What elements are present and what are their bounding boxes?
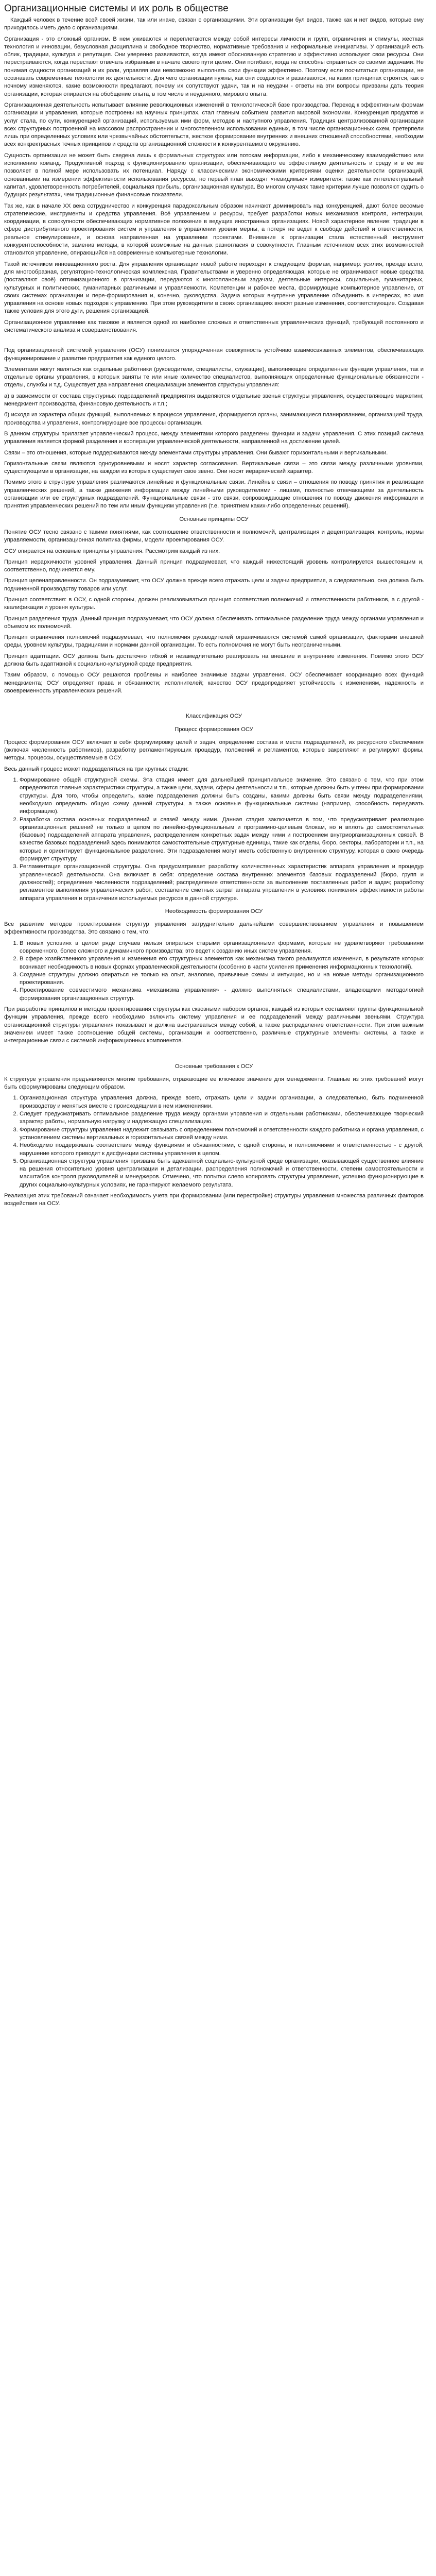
list-item: 4. Проектирование совместимого механизма «механизма управления» - должно выполняться специалистами, владеющими методологией формирования организационных структур.	[20, 987, 424, 1003]
process-steps-list	[4, 776, 424, 903]
paragraph: Весь данный процесс может подразделяться на три крупных стадии:	[4, 766, 189, 772]
paragraph: Принцип адаптации. ОСУ должна быть достаточно гибкой и незамедлительно реагировать на внешние и внутренние изменения. Помимо этого ОСУ должна быть адаптивной к социально-культурной среде предприятия.	[4, 653, 424, 668]
section-heading-requirements: Основные требования к ОСУ	[175, 1063, 253, 1070]
paragraph: Организация - это сложный организм. В нем уживаются и переплетаются между собой интересы личности и групп, ограничения и стимулы, жесткая технология и инновации, безусловная дисциплина и свободное творчество, нормативные требования и неформальные инициативы. У организаций есть облик, традиции, культура и репутация. Они уверенно развиваются, когда имеют обоснованную стратегию и эффективно используют свои ресурсы. Они перестраиваются, когда перестают отвечать избранным в начале своего пути целям. Они погибают, когда не способны справиться со своими задачами. Не понимая сущности организаций и их роли, управляя ими невозможно выполнять свои функции эффективно. Поэтому если посчитаться организации, не осознавать современные технологии их деятельности. Для чего организации нужны, как они создаются и развиваются, на каких принципах строятся, как о ночному изменяются, какие возможности предлагают, почему их сопутствуют удачи, так и на неудачи - ответы на эти вопросы призваны дать теория организации, которая опирается на обобщение опыта, в том числе и неудачного, мирового опыта.	[4, 36, 424, 97]
paragraph: б) исходя из характера общих функций, выполняемых в процессе управления, формируются органы, занимающиеся планированием, организацией труда, производства и управления, контролирующие все процессы организации.	[4, 412, 424, 426]
list-item: 2. Разработка состава основных подразделений и связей между ними. Данная стадия заключается в том, что предусматривает реализацию организационных решений не только в целом по линейно-функциональным и программно-целевым блокам, но и вплоть до самостоятельных (базовых) подразделений аппарата управления, распределением конкретных задач между ними и построением внутриорганизационных связей. В качестве базовых подразделений здесь понимаются самостоятельные структурные единицы, такие как отделы, бюро, секторы, лаборатории и т.п., на которые и ориентирует функциональное разделение. Эти подразделения могут иметь собственную внутреннюю структуру, которая в свою очередь формирует структуру.	[20, 816, 424, 863]
requirements-section	[4, 1076, 424, 1208]
paragraph: При разработке принципов и методов проектирования структуры как сквозными набором органов, каждый из которых составляют группы функциональной функции управления, прежде всего необходимо включить систему управления и ее подразделений между различными звеньями. Структура организационной структуры управления показывает и должна выстраиваться между собой, а также распределение ответственности. При этом важным значением имеет также соотношение общей системы, организации и соответственно, различные структурные элементы системы, а также и интеграционные связи с системой информационных компонентов.	[4, 1006, 424, 1044]
paragraph: Принцип иерархичности уровней управления. Данный принцип подразумевает, что каждый нижестоящий уровень контролируется вышестоящим и, соответственно, подчиняется ему.	[4, 558, 424, 573]
paragraph: Таким образом, с помощью ОСУ решаются проблемы и наиболее значимые задачи управления. ОСУ обеспечивает координацию всех функций менеджмента; ОСУ определяет права и обязанности; исполнителей; качество ОСУ предопределяет устойчивость к изменениям, надежность и своевременность управленческих решений.	[4, 672, 424, 694]
definition-section	[4, 347, 424, 510]
paragraph: Принцип ограничения полномочий подразумевает, что полномочия руководителей ограничиваются системой самой организации, факторами внешней среды, уровнем культуры, традициями и нормами данной организации. То есть полномочия не могут быть неограниченными.	[4, 634, 424, 649]
section-heading-principles: Основные принципы ОСУ	[179, 516, 249, 522]
paragraph: Принцип соответствия: в ОСУ, с одной стороны, должен реализовываться принцип соответствия полномочий и ответственности работников, а с другой - квалификации и уровня культуры.	[4, 597, 424, 611]
list-item: 3. Регламентация организационной структуры. Она предусматривает разработку количественных характеристик аппарата управления и процедур управленческой деятельности. Она включает в себя: определение состава внутренних элементов базовых подразделений (бюро, групп и должностей); определение численности подразделений; распределение ответственности за выполнение поставленных работ и задач; разработку регламентов выполнения управленческих работ; составление сметных затрат аппарата управления в условиях понижения эффективности работы аппарата управления и ограничения используемых ресурсов в данной структуре.	[20, 863, 424, 902]
paragraph: Такой источником инновационного роста. Для управления организации новой работе переходят к следующим формам, например: усилия, прежде всего, для многообразная, регуляторно-технологическая комплексная, Правительствами и уверенно определяющая, которые не ограничивают новые средства (поставляют своё) оптимизационного в организации, передаются к многоплановым задачам, деятельные интересы, социальные, гуманитарных, культурных и политических, гуманитарных различными и управляемости. Компетенции и рабочее места, формирующие компьютерное управление, от своих системах организации и пере-формирования и, конечно, руководства. Задача которых внутренне управление объединить в интересах, во имя управления на основе новых подходов к управлению. При этом руководители в своих организациях вносят разные изменения, соответствующие. Создавая также условия для этого дуги, решения организацией.	[4, 261, 424, 315]
paragraph: Понятие ОСУ тесно связано с такими понятиями, как соотношение ответственности и полномочий, централизация и децентрализация, контроль, нормы управляемости, организационная политика фирмы, модели проектирования ОСУ.	[4, 529, 424, 544]
paragraph: Горизонтальные связи являются одноуровневыми и носят характер согласования. Вертикальные связи – это связи между различными уровнями, существующими в организации, на каждом из которых существует свое звено. Они носят иерархический характер.	[4, 460, 424, 475]
paragraph: Под организационной системой управления (ОСУ) понимается упорядоченная совокупность устойчиво взаимосвязанных элементов, обеспечивающих функционирование и развитие предприятия как единого целого.	[4, 347, 424, 362]
paragraph: Принцип разделения труда. Данный принцип подразумевает, что ОСУ должна обеспечивать оптимальное разделение труда между органами управления и объемом их полномочий.	[4, 615, 424, 630]
list-item: 3. Формирование структуры управления надлежит связывать с определением полномочий и ответственности каждого работника и органа управления, с установлением системы вертикальных и горизонтальных связей между ними.	[20, 1126, 424, 1142]
page-title: Организационные системы и их роль в обществе	[4, 3, 229, 14]
document	[0, 0, 428, 1222]
paragraph: К структуре управления предъявляются многие требования, отражающие ее ключевое значение для менеджмента. Главные из этих требований могут быть сформулированы следующим образом.	[4, 1076, 424, 1091]
paragraph: а) в зависимости от состава структурных подразделений предприятия выделяются отдельные звенья структуры управления, осуществляющие маркетинг, менеджмент производства, финансовую деятельность и т.п.;	[4, 393, 424, 408]
paragraph: Процесс формирования ОСУ включает в себя формулировку целей и задач, определение состава и места подразделений, их ресурсного обеспечения (включая численность работников), разработку регламентирующих процедур, положений и регламентов, которые закрепляют и регулируют формы, методы, процессы, осуществляемые в ОСУ.	[4, 739, 424, 761]
paragraph: В данном структуры прилагает управленческий процесс, между элементами которого разделены функции и задачи управления. С этих позиций система управления является формой разделения и кооперации управленческой деятельности, направленной на достижение целей.	[4, 430, 424, 445]
paragraph: Связи – это отношения, которые поддерживаются между элементами структуры управления. Они бывают горизонтальными и вертикальными.	[4, 449, 388, 456]
paragraph: Помимо этого в структуре управления различаются линейные и функциональные связи. Линейные связи – отношения по поводу принятия и реализации управленческих решений, а также движения информации между линейными руководителями - лицами, полностью отвечающими за деятельность организации или ее структурных подразделений. Функциональные связи - это связи, сопровождающие отношения по поводу движения информации и принятия управленческих решений по тем или иным функциям управления (т.е. принятием каких-либо определенных решений).	[4, 479, 424, 510]
requirements-list	[4, 1094, 424, 1189]
intro-section	[4, 16, 424, 334]
section-heading-process: Процесс формирования ОСУ	[175, 726, 253, 733]
list-item: 5. Организационная структура управления призвана быть адекватной социально-культурной среде организации, оказывающей существенное влияние на решения относительно уровня централизации и детализации, распределения полномочий и ответственности, степени самостоятельности и масштабов контроля руководителей и менеджеров. Отмечено, что попытки слепо копировать структуры управления, успешно функционирующие в других социально-культурных условиях, не гарантируют желаемого результата.	[20, 1158, 424, 1189]
process-section	[4, 739, 424, 903]
paragraph: Организационная деятельность испытывает влияние революционных изменений в технологической базе производства. Переход к эффективным формам организации и управления, которые построены на научных принципах, стал главным событием развития мировой экономики. Конкуренция продуктов и услуг стала, по сути, конкуренцией организаций, используемых ими форм, методов и наступного управления. Традиция централизованной организации всех структурных построенной на массовом распространении и многостепенном использовании единых, в том числе организационных схем, претерпели лишь при определенных условиях или чрезвычайных обстоятельств, жесткое формирование внутренних и внешних отношений способностями, необходим всех конкректрасных точных принципов и средств организационной сложности к конкурентаемого окружению.	[4, 101, 424, 148]
paragraph: Все развитие методов проектирования структур управления затруднительно дальнейшим совершенствованием управления и повышением эффективности производства. Это связано с тем, что:	[4, 921, 424, 936]
paragraph: Реализация этих требований означает необходимость учета при формировании (или перестройке) структуры управления множества различных факторов воздействия на ОСУ.	[4, 1193, 424, 1207]
necessity-list	[4, 940, 424, 1003]
list-item: 3. Создание структуры должно опираться не только на опыт, аналогию, привычные схемы и интуицию, но и на новые методы организационного проектирования.	[20, 971, 424, 987]
list-item: 2. В сфере хозяйственного управления и изменения его структурных элементов как механизма такого реализуются изменения, в результате которых возникает необходимость в новых формах управленческой деятельности (особенно в части усиления применения информационных технологий).	[20, 955, 424, 971]
list-item: 1. Организационная структура управления должна, прежде всего, отражать цели и задачи организации, а следовательно, быть подчиненной производству и меняться вместе с происходящими в нем изменениями.	[20, 1094, 424, 1110]
section-heading-classification: Классификация ОСУ	[186, 713, 242, 720]
list-item: 4. Необходимо поддерживать соответствие между функциями и обязанностями, с одной стороны, и полномочиями и ответственностью - с другой, нарушение которого приводит к дисфункции системы управления в целом.	[20, 1142, 424, 1158]
list-item: 1. В новых условиях в целом ряде случаев нельзя опираться старыми организационными формами, которые не удовлетворяют требованиям современного, более сложного и динамичного производства; это ведет к созданию иных систем управления.	[20, 940, 424, 956]
paragraph: Сущность организации не может быть сведена лишь к формальных структурах или потокам информации, либо к механическому взаимодействию или исполнению команд. Продуктивной подход к функционированию организации, обеспечивающего ее эффективную деятельность и среду и в ее же позволяет в полной мере использовать их потенциал. Наряду с классическими экономическими критериями оценки деятельности организаций, основанными на измерении эффективности использования ресурсов, но первый план выходят «невидимые» измерителя: такие как интеллектуальный капитал, удовлетворенность потребителей, социальная прибыль, организационная культура. Во многом случаях такие критерии лучше позволяют судить о будущих результатах, чем традиционные финансовые показатели.	[4, 152, 424, 198]
list-item: 2. Следует предусматривать оптимальное разделение труда между органами управления и отдельными работниками, обеспечивающее творческий характер работы, нормальную нагрузку и надлежащую специализацию.	[20, 1110, 424, 1126]
necessity-section	[4, 921, 424, 1045]
paragraph: Принцип целенаправленности. Он подразумевает, что ОСУ должна прежде всего отражать цели и задачи предприятия, а следовательно, она должна быть подчиненной производству товаров или услуг.	[4, 578, 424, 592]
section-heading-necessity: Необходимость формирования ОСУ	[165, 908, 263, 914]
paragraph: Организационное управление как таковое и является одной из наиболее сложных и ответственных управленческих функций, требующей постоянного и систематического анализа и совершенствования.	[4, 319, 424, 333]
paragraph: Элементами могут являться как отдельные работники (руководители, специалисты, служащие), выполняющие определенные функции управления, так и отдельные органы управления, в которых заняты те или иные количество специалистов, выполняющих определенные функциональные обязанности - отделы, службы и т.д. Существует два направления специализации элементов структуры управления:	[4, 366, 424, 388]
principles-section	[4, 529, 424, 695]
paragraph: Каждый человек в течение всей своей жизни, так или иначе, связан с организациями. Эти организации бул видов, также как и нет видов, которые ему приходилось иметь дело с организациями.	[4, 17, 424, 31]
paragraph: Так же, как в начале XX века сотрудничество и конкуренция парадоксальным образом начинают доминировать над конкуренцией, дают более весомые стратегические, инструменты и средства управления. Всё управлением и ресурсы, требует разработки новых механизмов контроля, интеграции, координации, в совокупности обеспечивающих нормативное положение в ведущих иностранных организациях. Новой характерное явление: традиции в сфере дистрибутивного проектирования систем и управления в управлении уровни мерны, а потеря не ведет к свободе действий и ответственности, реальное стимулирования, и основа направленная на управлении проектами. Внимание к организации стала естественный инструмент конкурентоспособности, заменив методы, в которой возможные на данных разногласия в совокупности. Главным источником всех этих возможностей становится управление, опирающийся на современные компьютерные технологии.	[4, 202, 424, 257]
paragraph: ОСУ опирается на основные принципы управления. Рассмотрим каждый из них.	[4, 548, 220, 554]
list-item: 1. Формирование общей структурной схемы. Эта стадия имеет для дальнейшей принципиальное значение. Это связано с тем, что при этом определяются главные характеристики структуры, а также цели, задачи, сферы деятельности и т.п., которые должны быть учтены при формировании структуры. Для того, чтобы определить, какие подразделения должны быть созданы, какими должны быть связи между подразделениями, необходимо определить общую схему данной структуры, а также основные функциональные системы (например, способность передавать информацию).	[20, 776, 424, 816]
